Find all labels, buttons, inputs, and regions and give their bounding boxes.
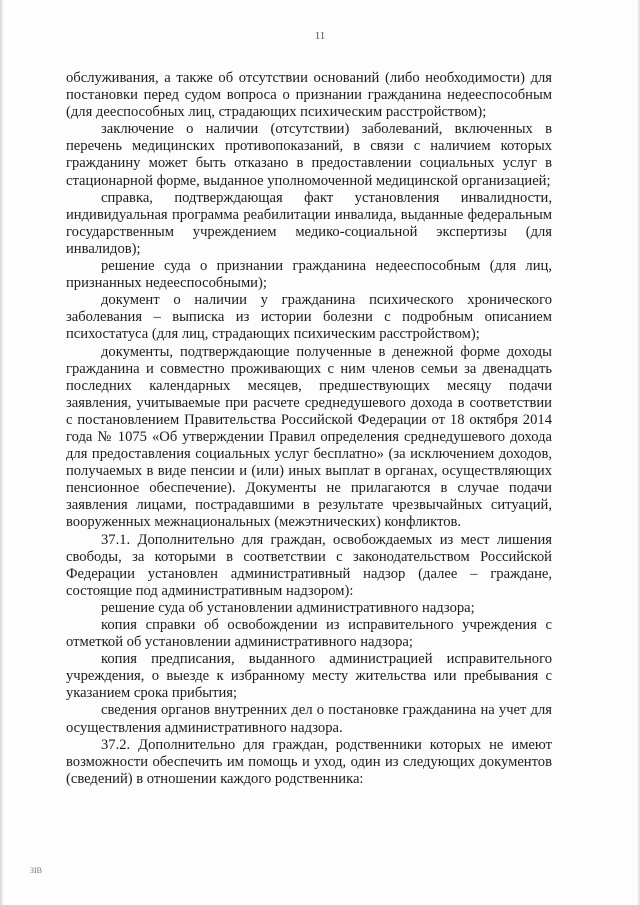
page-number: 11 xyxy=(314,30,326,42)
paragraph-prescription-copy: копия предписания, выданного администрацией исправительного учреждения, о выезде к избранному месту жительства или пребывания с указанием срока прибытия; xyxy=(66,651,552,702)
footer-mark: ЗІВ xyxy=(30,866,43,875)
document-body xyxy=(66,70,552,788)
paragraph-income-documents: документы, подтверждающие полученные в денежной форме доходы гражданина и совместно проживающих с ним членов семьи за двенадцать последних календарных месяцев, предшествующих месяцу подачи заявления, учитываемые при расчете среднедушевого дохода в соответствии с постановлением Правительства Российской Федерации от 18 октября 2014 года № 1075 «Об утверждении Правил определения среднедушевого дохода для предоставления социальных услуг бесплатно» (за исключением доходов, получаемых в виде пенсии и (или) иных выплат в органах, осуществляющих пенсионное обеспечение). Документы не прилагаются в случае подачи заявления лицами, пострадавшими в результате чрезвычайных ситуаций, вооруженных межнациональных (межэтнических) конфликтов. xyxy=(66,343,552,531)
scan-shadow-left xyxy=(0,0,4,905)
paragraph-release-certificate: копия справки об освобождении из исправительного учреждения с отметкой об установлении административного надзора; xyxy=(66,617,552,651)
paragraph-disability-certificate: справка, подтверждающая факт установления инвалидности, индивидуальная программа реабилитации инвалида, выданные федеральным государственным учреждением медико-социальной экспертизы (для инвалидов); xyxy=(66,189,552,257)
paragraph-police-registration: сведения органов внутренних дел о постановке гражданина на учет для осуществления административного надзора. xyxy=(66,702,552,736)
paragraph-admin-supervision-decision: решение суда об установлении административного надзора; xyxy=(101,599,475,616)
paragraph-continuation: обслуживания, а также об отсутствии оснований (либо необходимости) для постановки перед судом вопроса о признании гражданина недееспособным (для дееспособных лиц, страдающих психическим расстройством); xyxy=(66,70,552,121)
paragraph-37-2: 37.2. Дополнительно для граждан, родственники которых не имеют возможности обеспечить им помощь и уход, один из следующих документов (сведений) в отношении каждого родственника: xyxy=(66,736,552,787)
paragraph-medical-conclusion: заключение о наличии (отсутствии) заболеваний, включенных в перечень медицинских противопоказаний, в связи с наличием которых гражданину может быть отказано в предоставлении социальных услуг в стационарной форме, выданное уполномоченной медицинской организацией; xyxy=(66,121,552,189)
paragraph-court-decision: решение суда о признании гражданина недееспособным (для лиц, признанных недееспособными); xyxy=(66,258,552,292)
paragraph-37-1: 37.1. Дополнительно для граждан, освобождаемых из мест лишения свободы, за которыми в соответствии с законодательством Российской Федерации установлен административный надзор (далее – граждане, состоящие под административным надзором): xyxy=(66,531,552,599)
paragraph-mental-illness-document: документ о наличии у гражданина психического хронического заболевания – выписка из истории болезни с подробным описанием психостатуса (для лиц, страдающих психическим расстройством); xyxy=(66,292,552,343)
